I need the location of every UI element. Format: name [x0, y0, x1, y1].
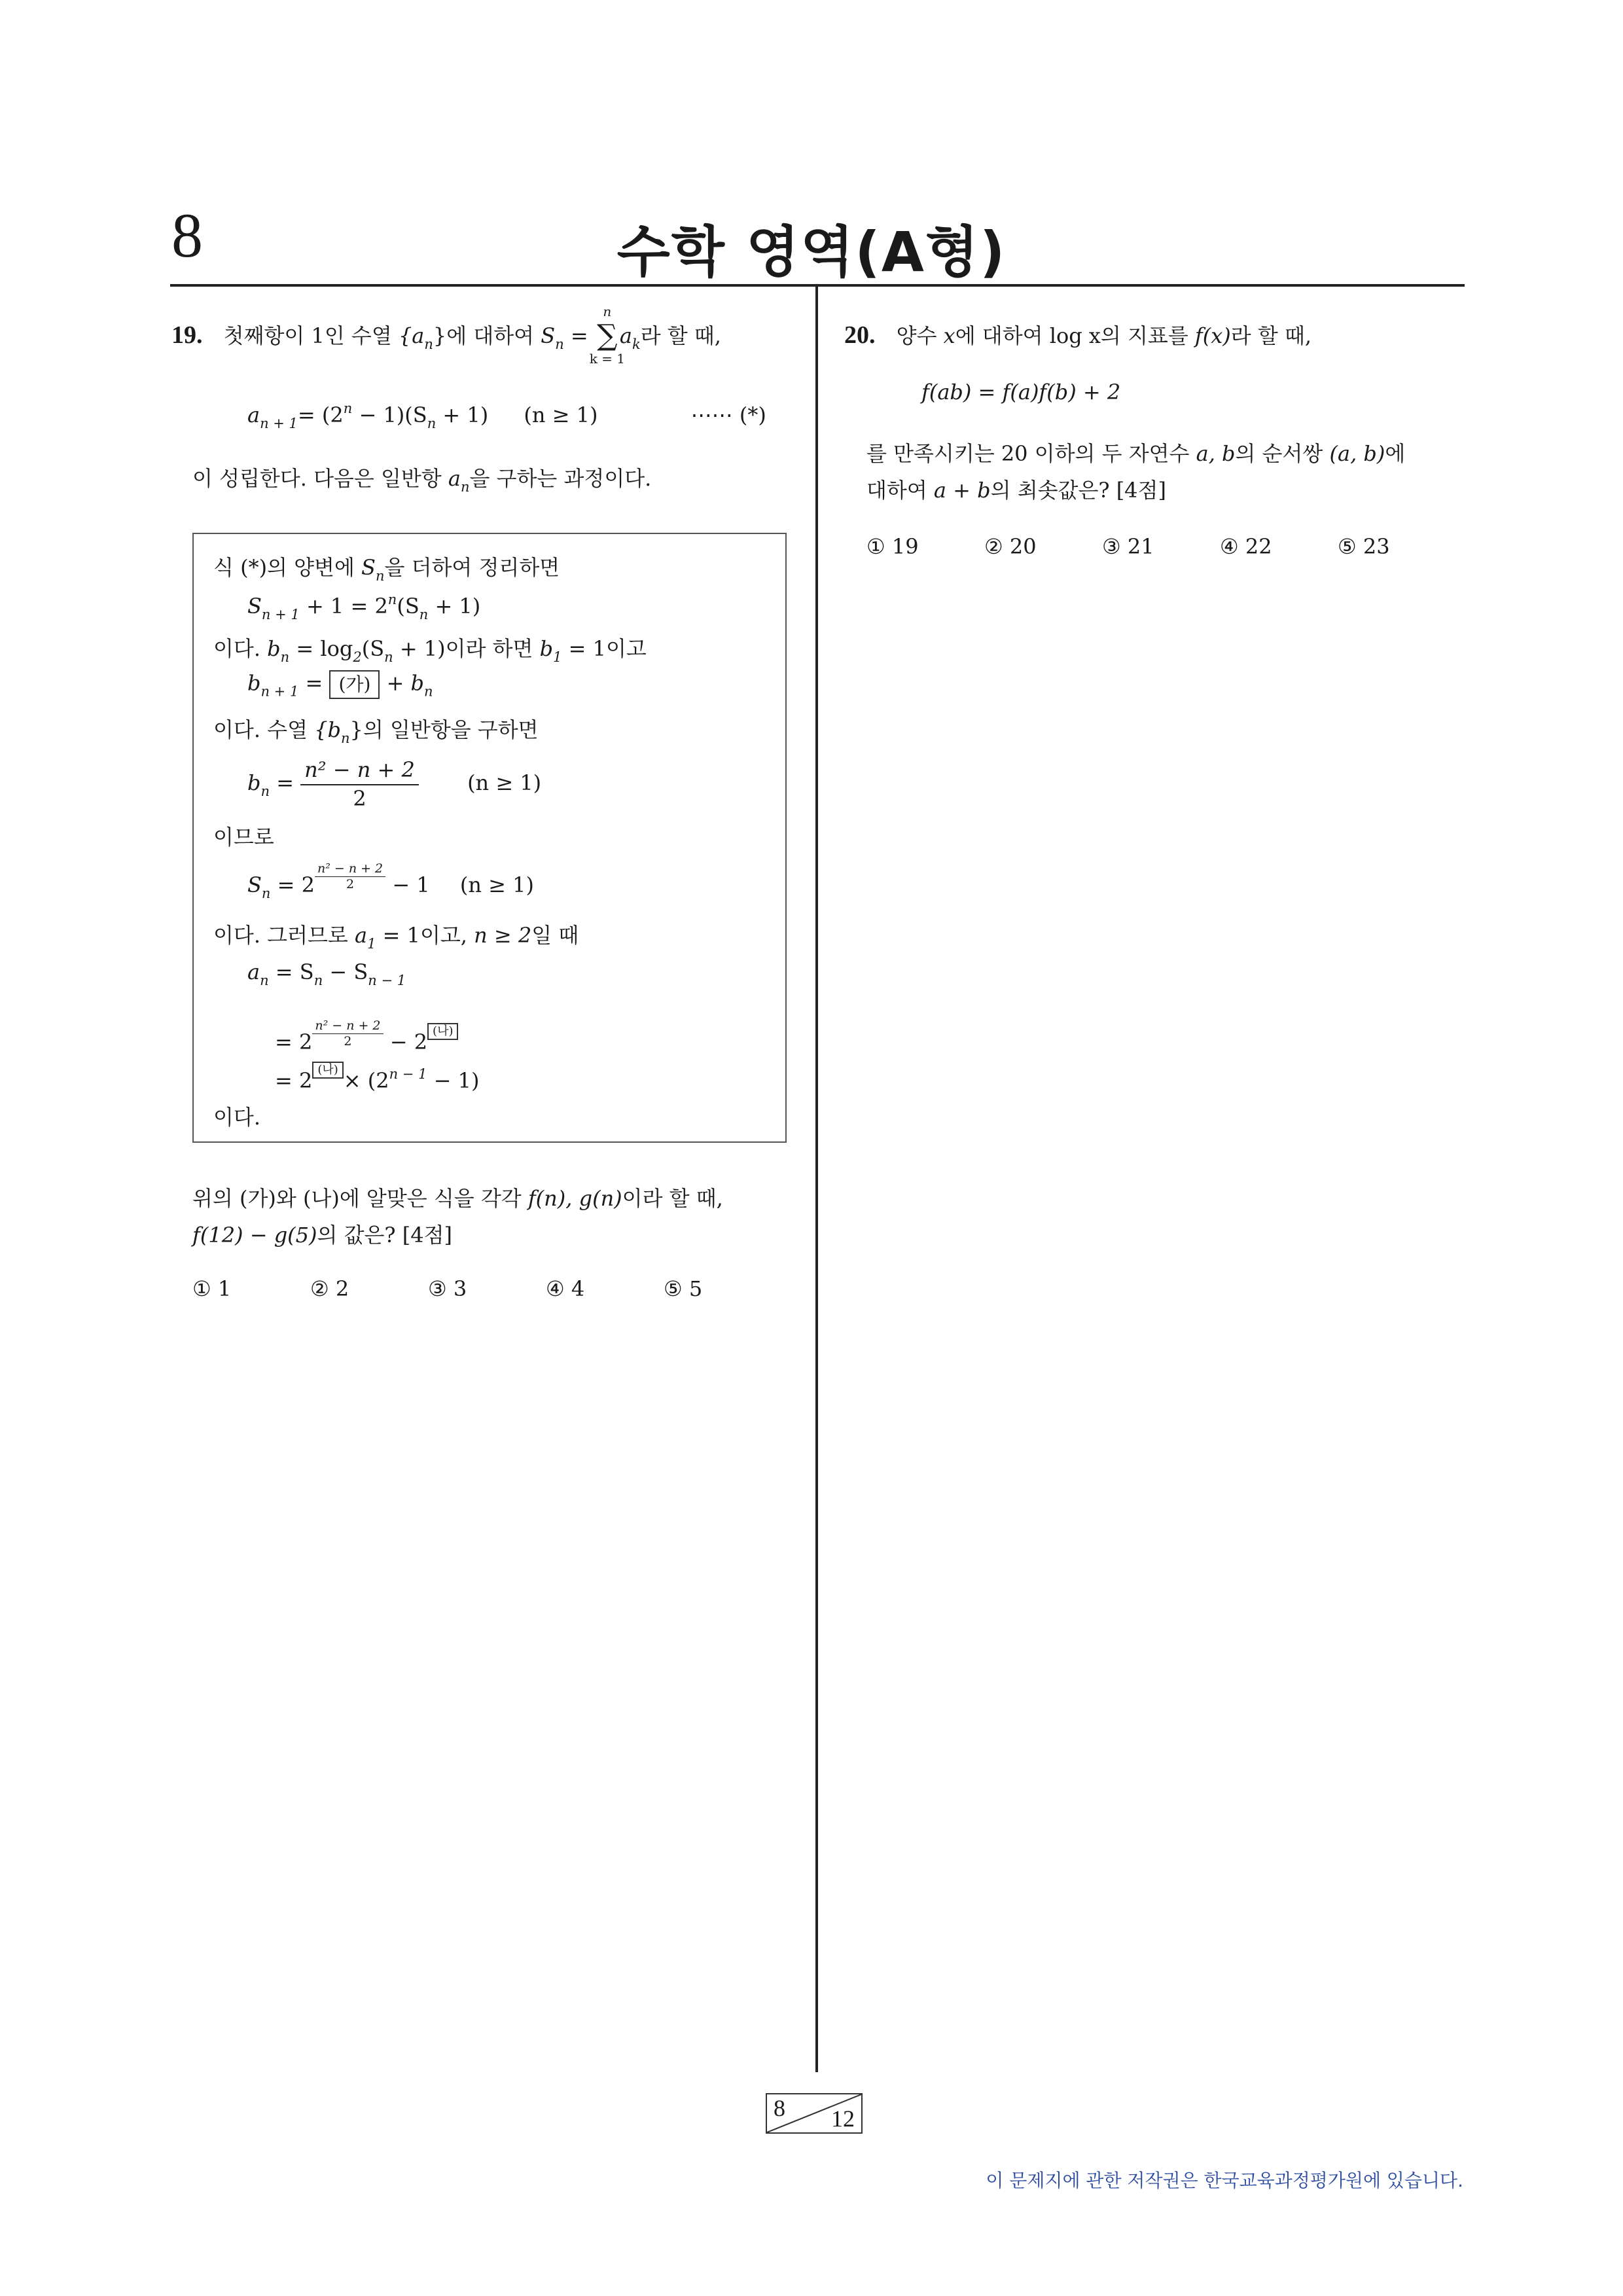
- blank-na: (나): [312, 1062, 343, 1079]
- copyright-notice: 이 문제지에 관한 저작권은 한국교육과정평가원에 있습니다.: [986, 2170, 1463, 2191]
- q19-question-line-2: f(12) − g(5)의 값은? [4점]: [192, 1223, 452, 1247]
- q19-choices: [192, 1276, 781, 1309]
- proof-line-2: $S_{n + 1} + 1 = 2^n(S_n + 1)$: [247, 592, 481, 622]
- q20-choice-3[interactable]: ③ 21: [1102, 534, 1154, 559]
- page-indicator: [766, 2093, 863, 2134]
- q20-choice-4[interactable]: ④ 22: [1220, 534, 1272, 559]
- blank-na: (나): [427, 1023, 458, 1040]
- proof-line-3: 이다. $b_n = \log_2(S_n + 1)$이라 하면 $b_1 = 1$이고: [213, 636, 647, 665]
- q19-stem-text-2: 에 대하여: [446, 323, 535, 348]
- subject-title: 수학 영역(A형): [616, 220, 1007, 284]
- q19-intro: 이 성립한다. 다음은 일반항 $a_n$을 구하는 과정이다.: [192, 466, 652, 495]
- proof-line-11: = 2 $\frac{\text{n² − n + 2}}{2}$ − 2 (나): [275, 1018, 458, 1054]
- proof-line-9: 이다. 그러므로 $a_1 = 1$이고, n ≥ 2일 때: [213, 923, 579, 952]
- q19-number: 19.: [171, 321, 203, 349]
- q19-stem-text-3: 라 할 때,: [640, 323, 721, 348]
- q19-stem-text: 첫째항이 1인 수열: [223, 323, 392, 348]
- q20-number: 20.: [844, 321, 876, 349]
- blank-ga: (가): [329, 670, 380, 699]
- sigma-symbol: n ∑ k = 1: [589, 304, 626, 367]
- q19-choice-4[interactable]: ④ 4: [546, 1276, 585, 1301]
- q20-choices: [866, 534, 1455, 567]
- q19-seq: $\{a_n\}$: [398, 323, 447, 352]
- proof-box: [192, 533, 787, 1143]
- q20-body-line-1: 를 만족시키는 20 이하의 두 자연수 a, b의 순서쌍 (a, b)에: [866, 441, 1406, 466]
- column-divider: [815, 285, 818, 2072]
- q19-choice-1[interactable]: ① 1: [192, 1276, 232, 1301]
- fraction-bn: $\frac{\text{n² − n + 2}}{2}$: [300, 757, 419, 812]
- q19-sum-def: $S_n$ = n ∑ k = 1 $a_k$: [541, 304, 641, 367]
- q20-choice-1[interactable]: ① 19: [866, 534, 919, 559]
- page-number: 8: [171, 200, 203, 270]
- page-total: 12: [831, 2106, 855, 2132]
- q19-choice-2[interactable]: ② 2: [310, 1276, 349, 1301]
- q19-question-line-1: 위의 (가)와 (나)에 알맞은 식을 각각 f(n), g(n)이라 할 때,: [192, 1186, 723, 1211]
- q19-stem: [171, 304, 721, 367]
- proof-line-10: $a_n = S_n - S_{n - 1}$: [247, 960, 406, 988]
- proof-line-5: 이다. 수열 $\{b_n\}$의 일반항을 구하면: [213, 717, 539, 746]
- exponent-fraction: $\frac{\text{n² − n + 2}}{2}$: [312, 1018, 383, 1049]
- q19-recurrence: $a_{n + 1}= (2^n - 1)(S_n + 1) (n \ge 1)$ ⋯⋯ (*): [247, 401, 766, 431]
- q20-choice-2[interactable]: ② 20: [984, 534, 1037, 559]
- q20-stem: 20. 양수 x에 대하여 log x의 지표를 f(x)라 할 때,: [844, 321, 1312, 349]
- q19-choice-5[interactable]: ⑤ 5: [664, 1276, 703, 1301]
- proof-line-1: 식 (*)의 양변에 $S_n$을 더하여 정리하면: [213, 555, 560, 584]
- exponent-fraction: $\frac{\text{n² − n + 2}}{2}$: [315, 861, 385, 892]
- q20-equation: f(ab) = f(a)f(b) + 2: [921, 380, 1121, 404]
- q19-recurrence-tag: ⋯⋯ (*): [690, 403, 766, 427]
- proof-line-7: 이므로: [213, 825, 274, 850]
- q20-choice-5[interactable]: ⑤ 23: [1338, 534, 1390, 559]
- q20-body-line-2: 대하여 a + b의 최솟값은? [4점]: [866, 478, 1166, 503]
- proof-line-12: = 2 (나) × $(2^{n - 1} - 1)$: [275, 1063, 480, 1093]
- proof-line-4: $b_{n + 1}$ = (가) + $b_n$: [247, 670, 433, 700]
- proof-line-8: $S_n = 2$ $\frac{\text{n² − n + 2}}{2}$ − 1 (n ≥ 1): [247, 861, 534, 901]
- q19-choice-3[interactable]: ③ 3: [428, 1276, 467, 1301]
- proof-line-13: 이다.: [213, 1105, 260, 1130]
- page-current: 8: [774, 2095, 785, 2121]
- proof-line-6: $b_n$ = $\frac{\text{n² − n + 2}}{2}$ (n ≥ 1): [247, 757, 541, 812]
